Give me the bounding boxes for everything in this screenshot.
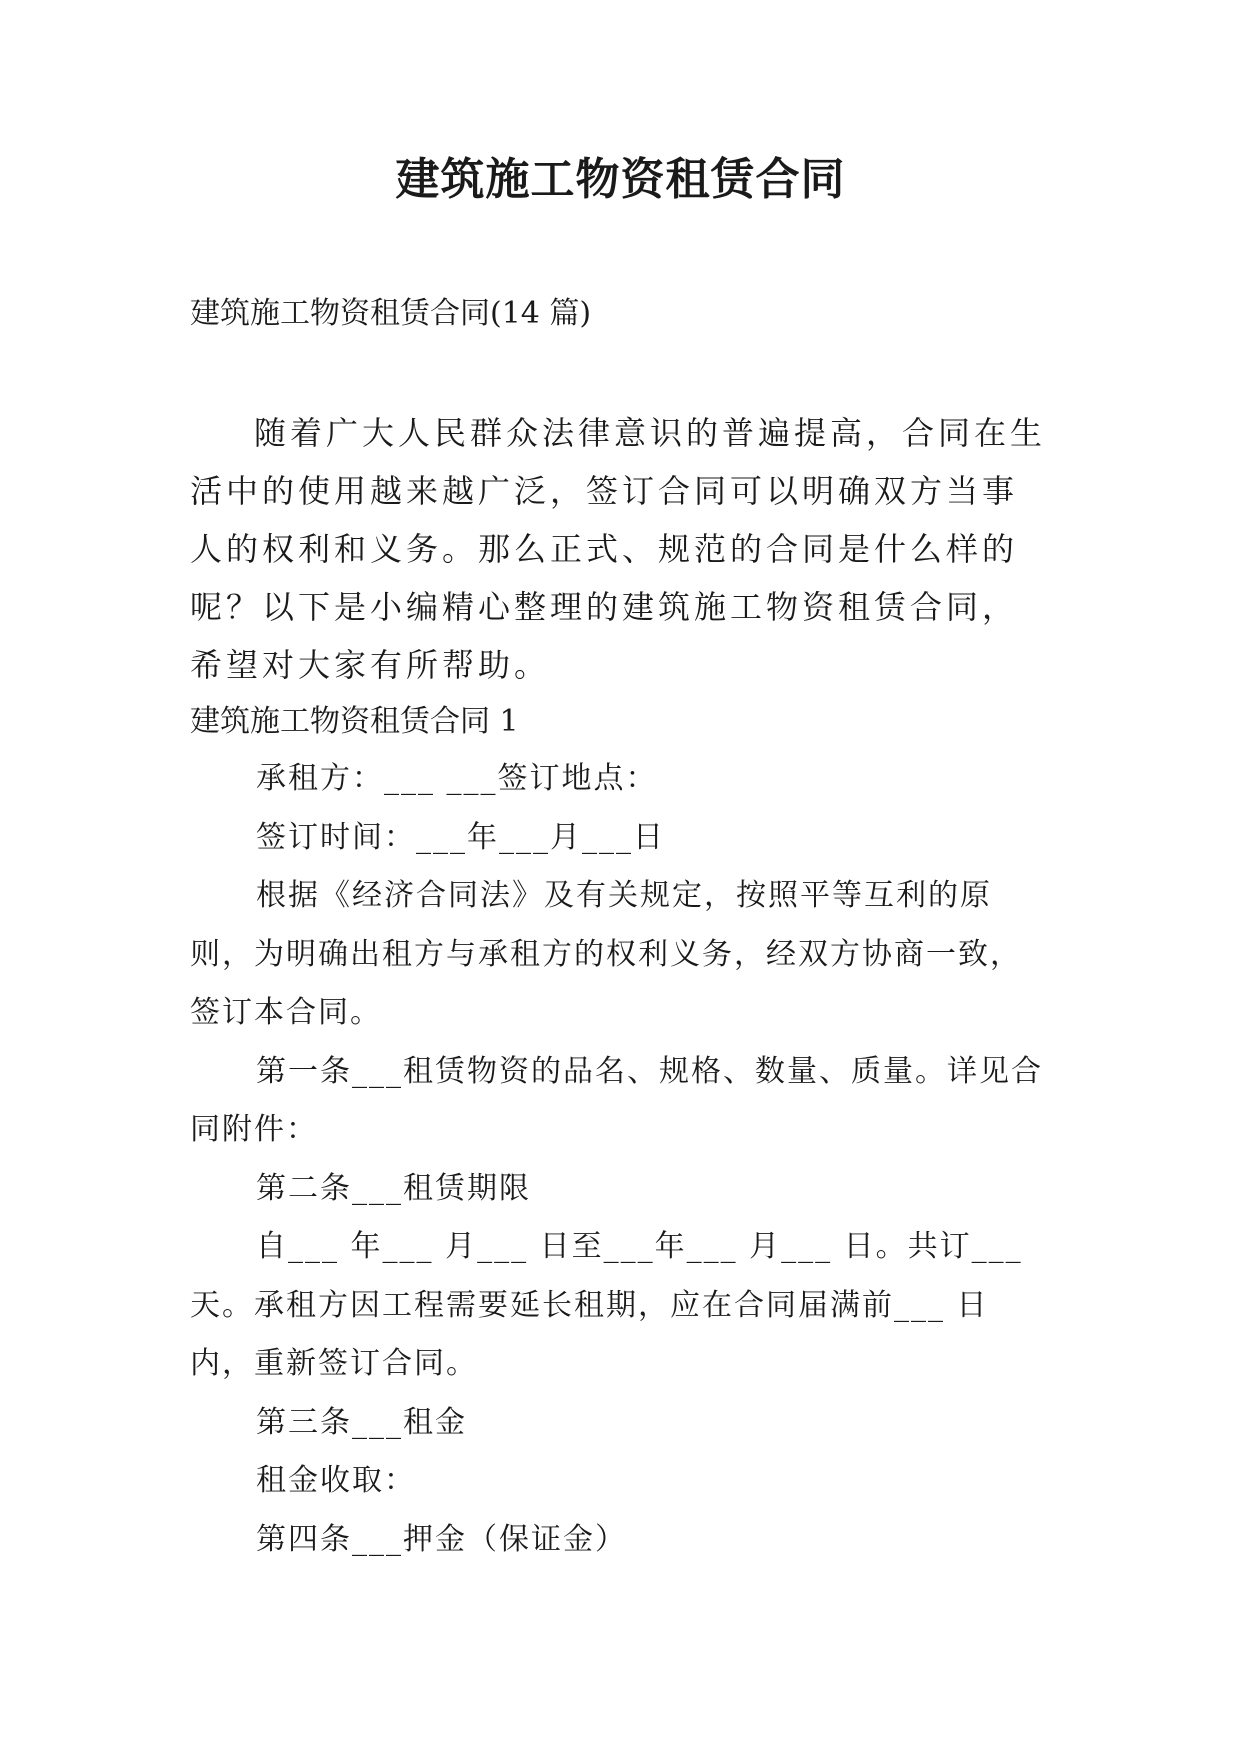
article-1: 第一条___租赁物资的品名、规格、数量、质量。详见合同附件： xyxy=(190,1053,1043,1147)
lessee-line: 承租方：___ ___签订地点： xyxy=(256,761,658,796)
article-3-heading: 第三条___租金 xyxy=(256,1404,467,1440)
intro-paragraph: 随着广大人民群众法律意识的普遍提高，合同在生活中的使用越来越广泛，签订合同可以明确双方当事人的权利和义务。那么正式、规范的合同是什么样的呢？以下是小编精心整理的建筑施工物资租赁合同，希望对大家有所帮助。 xyxy=(190,414,1047,684)
document-subtitle: 建筑施工物资租赁合同(14 篇) xyxy=(190,296,592,331)
article-2-heading: 第二条___租赁期限 xyxy=(256,1170,531,1206)
section-heading: 建筑施工物资租赁合同 1 xyxy=(190,704,519,739)
document-title: 建筑施工物资租赁合同 xyxy=(395,154,846,205)
article-2-term: 自___ 年___ 月___ 日至___年___ 月___ 日。共订___天。承租方因工程需要延长租期，应在合同届满前___ 日内，重新签订合同。 xyxy=(190,1229,1023,1381)
rent-collection-line: 租金收取： xyxy=(256,1463,416,1498)
basis-paragraph: 根据《经济合同法》及有关规定，按照平等互利的原则，为明确出租方与承租方的权利义务，经双方协商一致，签订本合同。 xyxy=(190,878,1022,1030)
article-4-heading: 第四条___押金（保证金） xyxy=(256,1521,627,1557)
signing-date-line: 签订时间：___年___月___日 xyxy=(256,819,665,855)
contract-body xyxy=(190,750,1050,1569)
